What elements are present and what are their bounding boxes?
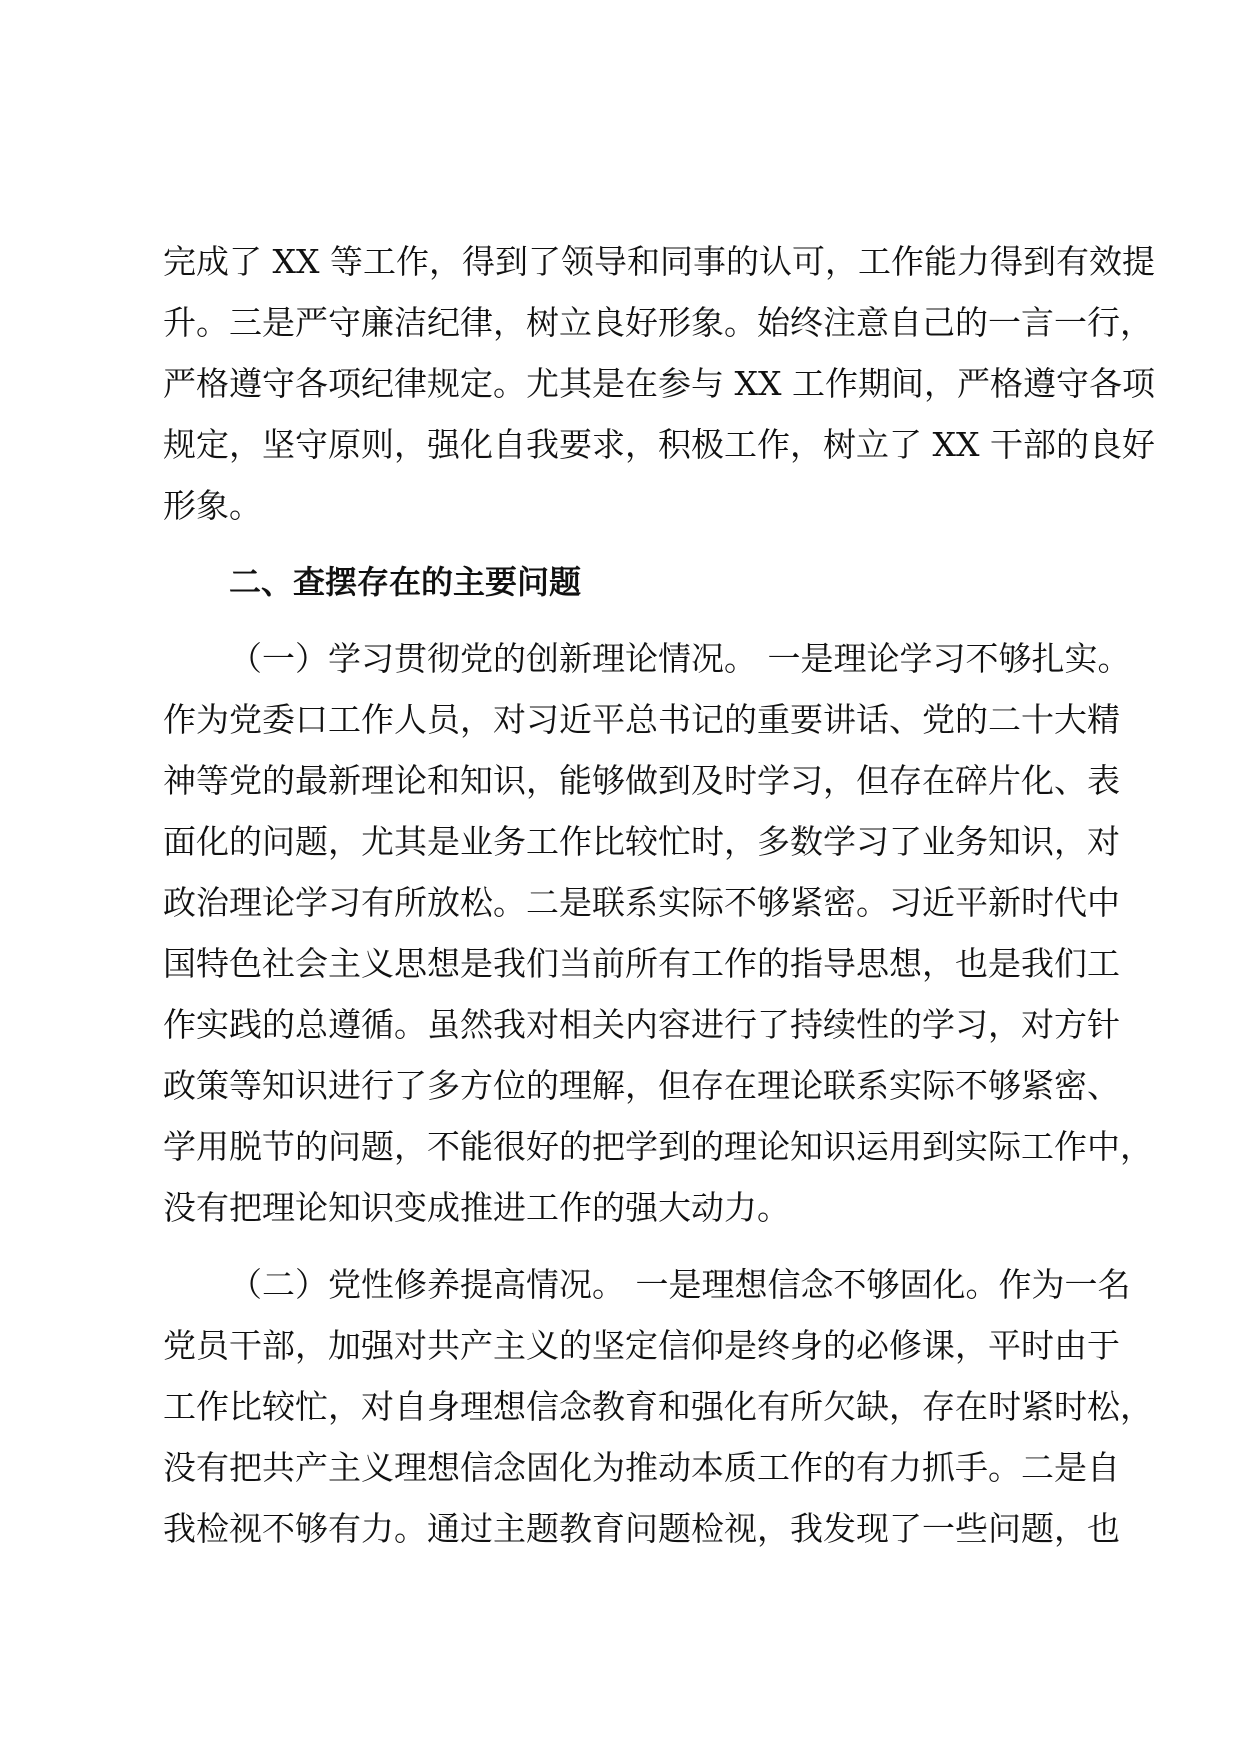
paragraph-1	[163, 231, 1155, 536]
text-line: 作为党委口工作人员，对习近平总书记的重要讲话、党的二十大精	[163, 700, 1120, 739]
text-line: 规定，坚守原则，强化自我要求，积极工作，树立了 XX 干部的良好	[163, 425, 1155, 464]
text-line: 党员干部，加强对共产主义的坚定信仰是终身的必修课，平时由于	[163, 1326, 1120, 1365]
spacer	[163, 1238, 1086, 1254]
text-line-lead: （二）党性修养提高情况。 一是理想信念不够固化。作为一名	[229, 1265, 1131, 1304]
text-line: 我检视不够有力。通过主题教育问题检视，我发现了一些问题，也	[163, 1509, 1120, 1548]
text-line: 升。三是严守廉洁纪律，树立良好形象。始终注意自己的一言一行，	[163, 303, 1153, 342]
text-line: 形象。	[163, 486, 262, 525]
text-line: 国特色社会主义思想是我们当前所有工作的指导思想，也是我们工	[163, 944, 1120, 983]
paragraph-2	[163, 628, 1153, 1238]
text-line: 没有把理论知识变成推进工作的强大动力。	[163, 1188, 790, 1227]
text-line: 没有把共产主义理想信念固化为推动本质工作的有力抓手。二是自	[163, 1448, 1120, 1487]
text-line-lead: （一）学习贯彻党的创新理论情况。 一是理论学习不够扎实。	[229, 639, 1131, 678]
text-line: 严格遵守各项纪律规定。尤其是在参与 XX 工作期间，严格遵守各项	[163, 364, 1155, 403]
spacer	[163, 612, 1086, 628]
text-line: 工作比较忙，对自身理想信念教育和强化有所欠缺，存在时紧时松，	[163, 1387, 1153, 1426]
text-line: 面化的问题，尤其是业务工作比较忙时，多数学习了业务知识，对	[163, 822, 1120, 861]
section-heading: 二、查摆存在的主要问题	[229, 563, 582, 601]
text-line: 政治理论学习有所放松。二是联系实际不够紧密。习近平新时代中	[163, 883, 1120, 922]
text-line: 政策等知识进行了多方位的理解，但存在理论联系实际不够紧密、	[163, 1066, 1120, 1105]
paragraph-3	[163, 1254, 1153, 1559]
document-page	[163, 231, 1155, 1559]
text-line: 神等党的最新理论和知识，能够做到及时学习，但存在碎片化、表	[163, 761, 1120, 800]
text-line: 完成了 XX 等工作，得到了领导和同事的认可，工作能力得到有效提	[163, 242, 1155, 281]
text-line: 作实践的总遵循。虽然我对相关内容进行了持续性的学习，对方针	[163, 1005, 1120, 1044]
text-line: 学用脱节的问题，不能很好的把学到的理论知识运用到实际工作中，	[163, 1127, 1153, 1166]
